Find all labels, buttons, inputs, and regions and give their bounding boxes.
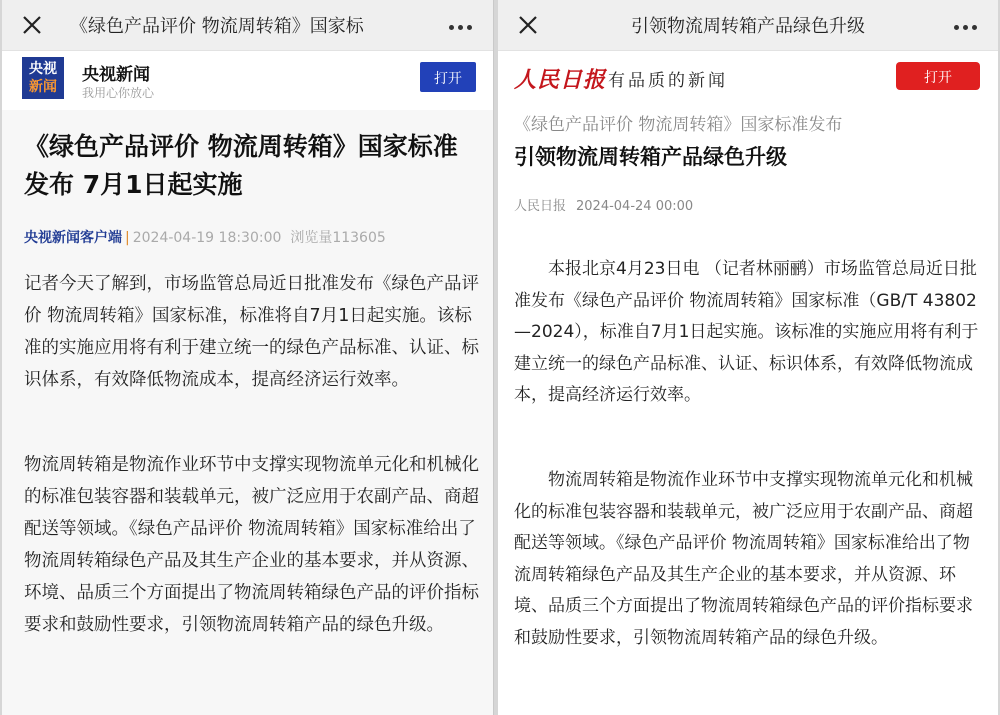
top-bar (2, 0, 493, 51)
article-paragraph: 本报北京4月23日电 （记者林丽鹂）市场监管总局近日批准发布《绿色产品评价 物流周转箱》国家标准（GB/T 43802—2024），标准自7月1日起实施。该标准的实施应用将有利于建立统一的绿色产品标准、认证、标识体系，有效降低物流成本，提高经济运行效率。 (514, 259, 979, 405)
peoples-daily-article-panel (498, 0, 998, 715)
top-bar (498, 0, 998, 51)
page-title: 引领物流周转箱产品绿色升级 (631, 16, 865, 37)
article-meta (514, 195, 693, 214)
close-icon[interactable] (516, 13, 540, 37)
more-icon[interactable] (449, 15, 477, 35)
article-kicker: 《绿色产品评价 物流周转箱》国家标准发布 (514, 115, 843, 135)
article-headline: 《绿色产品评价 物流周转箱》国家标准发布 7月1日起实施 (24, 132, 458, 199)
article-paragraph: 物流周转箱是物流作业环节中支撑实现物流单元化和机械化的标准包装容器和装载单元，被广泛应用于农副产品、商超配送等领域。《绿色产品评价 物流周转箱》国家标准给出了物流周转箱绿色产品及其生产企业的基本要求，并从资源、环境、品质三个方面提出了物流周转箱绿色产品的评价指标要求和鼓励性要求，引领物流周转箱产品的绿色升级。 (514, 470, 973, 648)
article-source[interactable]: 央视新闻客户端 (24, 230, 122, 246)
brand-slogan: 我用心你放心 (82, 86, 155, 100)
article-paragraph: 记者今天了解到，市场监管总局近日批准发布《绿色产品评价 物流周转箱》国家标准，标准将自7月1日起实施。该标准的实施应用将有利于建立统一的绿色产品标准、认证、标识体系，有效降低物流成本，提高经济运行效率。 (24, 274, 479, 390)
cctv-news-logo: 央视 新闻 (22, 57, 64, 99)
article-datetime: 2024-04-24 00:00 (576, 199, 694, 214)
article-datetime: 2024-04-19 18:30:00 (132, 230, 282, 246)
article-meta (24, 227, 386, 247)
close-icon[interactable] (20, 13, 44, 37)
meta-separator: | (125, 230, 130, 246)
brand-name: 央视新闻 (82, 65, 150, 85)
article-source: 人民日报 (514, 199, 567, 214)
page-title: 《绿色产品评价 物流周转箱》国家标 (70, 16, 364, 37)
article-views: 浏览量113605 (290, 230, 386, 246)
peoples-daily-logo: 人民日报 (514, 67, 607, 93)
more-icon[interactable] (954, 15, 982, 35)
open-app-button[interactable]: 打开 (420, 62, 476, 92)
brand-tagline: 有品质的新闻 (608, 71, 728, 91)
cctv-article-panel (2, 0, 494, 715)
article-paragraph: 物流周转箱是物流作业环节中支撑实现物流单元化和机械化的标准包装容器和装载单元，被广泛应用于农副产品、商超配送等领域。《绿色产品评价 物流周转箱》国家标准给出了物流周转箱绿色产品及其生产企业的基本要求，并从资源、环境、品质三个方面提出了物流周转箱绿色产品的评价指标要求和鼓励性要求，引领物流周转箱产品的绿色升级。 (24, 455, 479, 635)
open-app-button[interactable]: 打开 (896, 62, 980, 90)
article-headline: 引领物流周转箱产品绿色升级 (514, 145, 787, 169)
